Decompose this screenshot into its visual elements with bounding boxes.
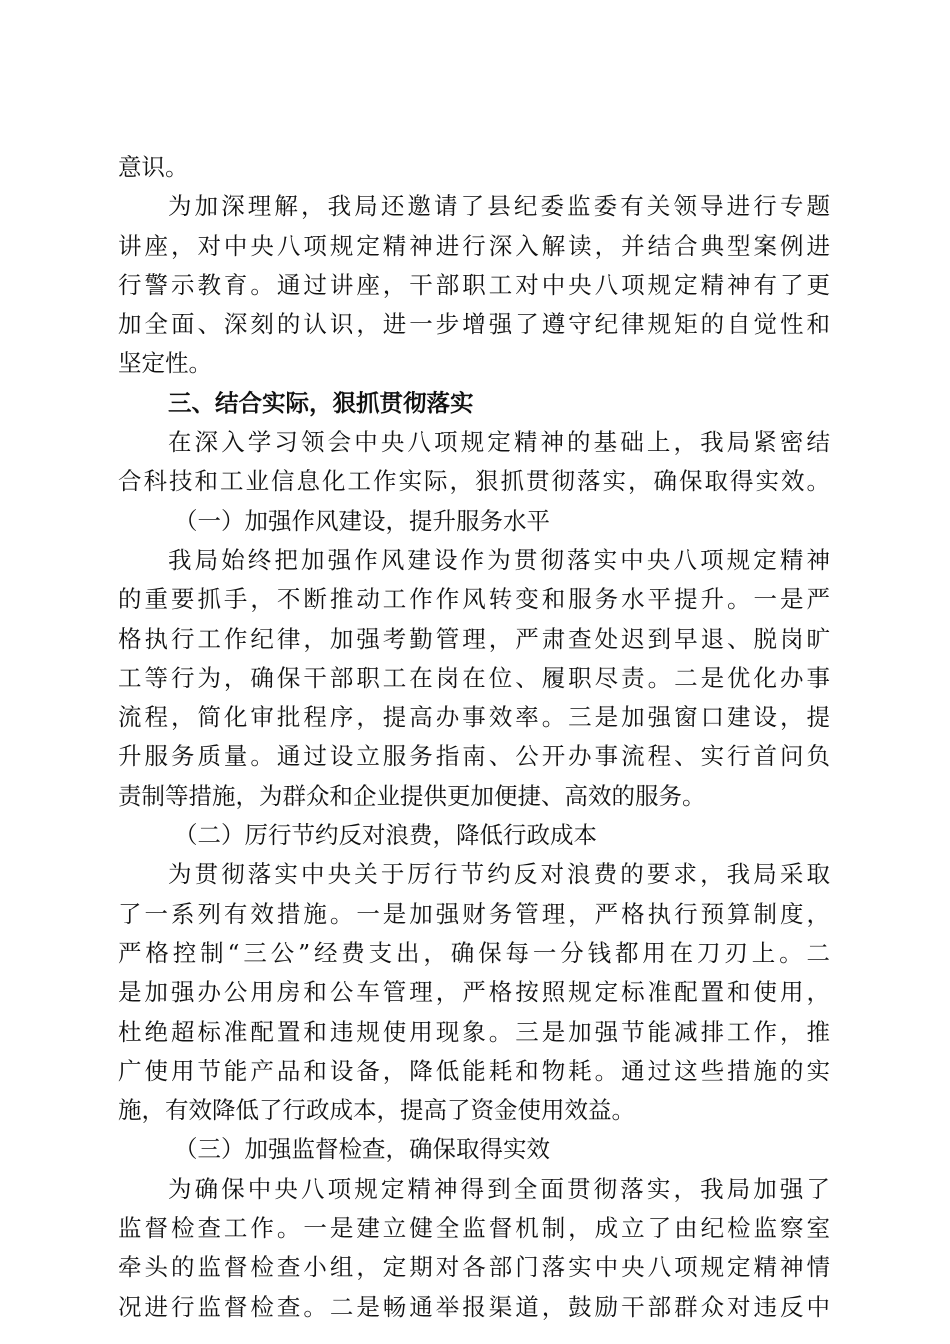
paragraph-line: 坚定性。 — [118, 349, 212, 378]
subsection-heading: （三）加强监督检查，确保取得实效 — [174, 1135, 550, 1164]
document-page — [118, 148, 830, 1327]
paragraph-line: 杜绝超标准配置和违规使用现象。三是加强节能减排工作，推 — [118, 1017, 830, 1046]
paragraph-line: 了一系列有效措施。一是加强财务管理，严格执行预算制度， — [118, 899, 830, 928]
paragraph-line: 讲座，对中央八项规定精神进行深入解读，并结合典型案例进 — [118, 231, 830, 260]
paragraph-line: 升服务质量。通过设立服务指南、公开办事流程、实行首问负 — [118, 742, 830, 771]
paragraph-line: 合科技和工业信息化工作实际，狠抓贯彻落实，确保取得实效。 — [118, 467, 830, 496]
section-heading: 三、结合实际，狠抓贯彻落实 — [168, 388, 474, 417]
paragraph-line: 广使用节能产品和设备，降低能耗和物耗。通过这些措施的实 — [118, 1056, 830, 1085]
paragraph-line: 为贯彻落实中央关于厉行节约反对浪费的要求，我局采取 — [168, 860, 830, 889]
paragraph-line: 加全面、深刻的认识，进一步增强了遵守纪律规矩的自觉性和 — [118, 310, 830, 339]
paragraph-line: 行警示教育。通过讲座，干部职工对中央八项规定精神有了更 — [118, 270, 830, 299]
paragraph-line: 是加强办公用房和公车管理，严格按照规定标准配置和使用， — [118, 978, 830, 1007]
paragraph-line: 为加深理解，我局还邀请了县纪委监委有关领导进行专题 — [168, 192, 830, 221]
paragraph-line: 格执行工作纪律，加强考勤管理，严肃查处迟到早退、脱岗旷 — [118, 624, 830, 653]
paragraph-line: 施，有效降低了行政成本，提高了资金使用效益。 — [118, 1096, 635, 1125]
paragraph-line: 为确保中央八项规定精神得到全面贯彻落实，我局加强了 — [168, 1174, 830, 1203]
subsection-heading: （二）厉行节约反对浪费，降低行政成本 — [174, 821, 597, 850]
paragraph-line: 意识。 — [118, 153, 189, 181]
paragraph-line: 监督检查工作。一是建立健全监督机制，成立了由纪检监察室 — [118, 1214, 830, 1243]
paragraph-line: 责制等措施，为群众和企业提供更加便捷、高效的服务。 — [118, 781, 706, 810]
paragraph-line: 严格控制“三公”经费支出，确保每一分钱都用在刀刃上。二 — [118, 938, 830, 967]
paragraph-line: 工等行为，确保干部职工在岗在位、履职尽责。二是优化办事 — [118, 663, 830, 692]
paragraph-line: 流程，简化审批程序，提高办事效率。三是加强窗口建设，提 — [118, 703, 830, 732]
paragraph-line: 况进行监督检查。二是畅通举报渠道，鼓励干部群众对违反中 — [118, 1292, 830, 1321]
paragraph-line: 我局始终把加强作风建设作为贯彻落实中央八项规定精神 — [168, 545, 830, 574]
paragraph-line: 牵头的监督检查小组，定期对各部门落实中央八项规定精神情 — [118, 1253, 830, 1282]
paragraph-line: 在深入学习领会中央八项规定精神的基础上，我局紧密结 — [168, 428, 830, 457]
paragraph-line: 的重要抓手，不断推动工作作风转变和服务水平提升。一是严 — [118, 585, 830, 614]
subsection-heading: （一）加强作风建设，提升服务水平 — [174, 506, 550, 535]
